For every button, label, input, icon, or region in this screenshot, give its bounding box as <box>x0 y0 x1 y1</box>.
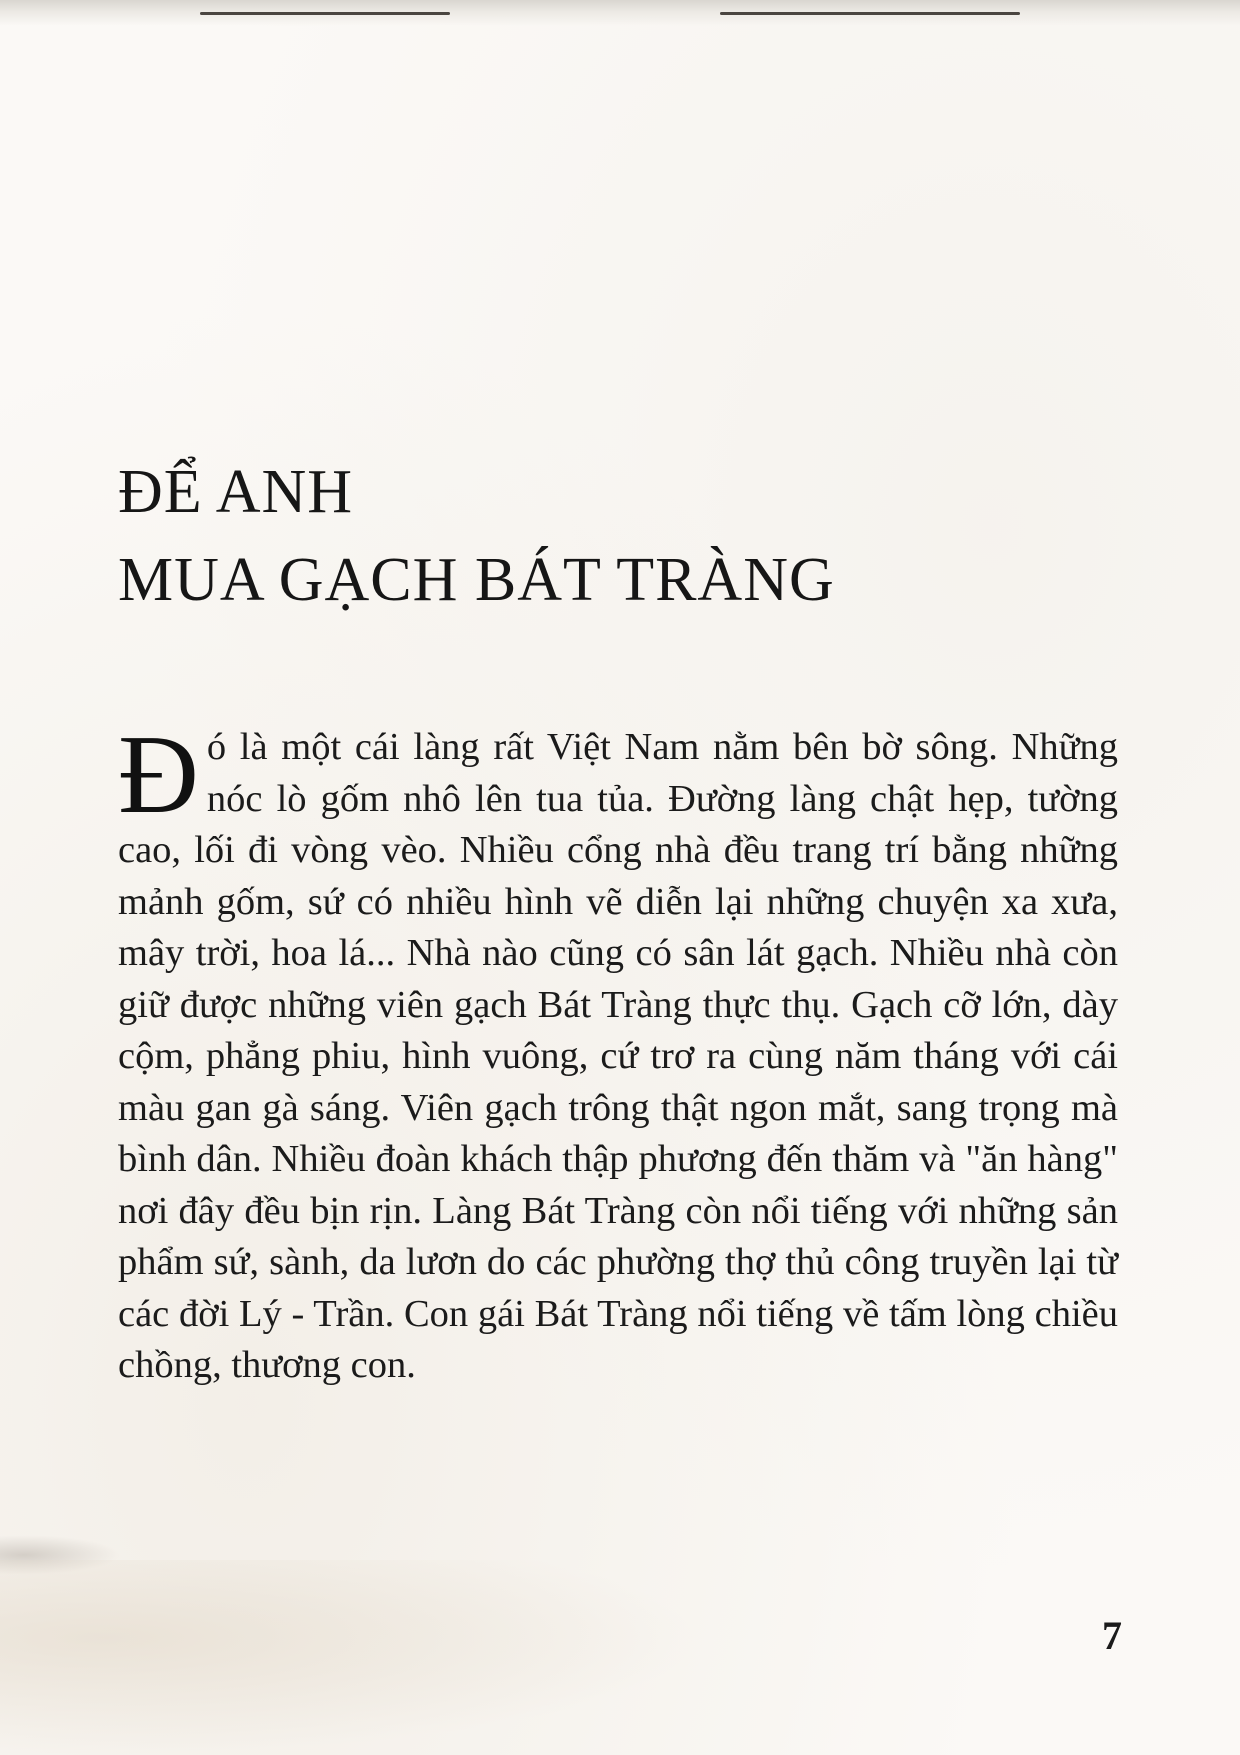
scan-top-edge <box>0 0 1240 26</box>
paper-stain <box>0 1560 700 1755</box>
scan-edge-line <box>200 12 450 15</box>
chapter-title <box>118 448 835 624</box>
chapter-title-line-1: ĐỂ ANH <box>118 458 354 526</box>
scan-edge-line <box>720 12 1020 15</box>
drop-cap: Đ <box>118 713 199 837</box>
body-text: ó là một cái làng rất Việt Nam nằm bên bờ sông. Những nóc lò gốm nhô lên tua tủa. Đường làng chật hẹp, tường cao, lối đi vòng vèo. Nhiều cổng nhà đều trang trí bằng những mảnh gốm, sứ có nhiều hình vẽ diễn lại những chuyện xa xưa, mây trời, hoa lá... Nhà nào cũng có sân lát gạch. Nhiều nhà còn giữ được những viên gạch Bát Tràng thực thụ. Gạch cỡ lớn, dày cộm, phẳng phiu, hình vuông, cứ trơ ra cùng năm tháng với cái màu gan gà sáng. Viên gạch trông thật ngon mắt, sang trọng mà bình dân. Nhiều đoàn khách thập phương đến thăm và "ăn hàng" nơi đây đều bịn rịn. Làng Bát Tràng còn nổi tiếng với những sản phẩm sứ, sành, da lươn do các phường thợ thủ công truyền lại từ các đời Lý - Trần. Con gái Bát Tràng nổi tiếng về tấm lòng chiều chồng, thương con. <box>118 726 1118 1386</box>
chapter-title-line-2: MUA GẠCH BÁT TRÀNG <box>118 546 835 614</box>
body-paragraph <box>118 713 1118 1392</box>
page-number: 7 <box>1102 1613 1122 1658</box>
